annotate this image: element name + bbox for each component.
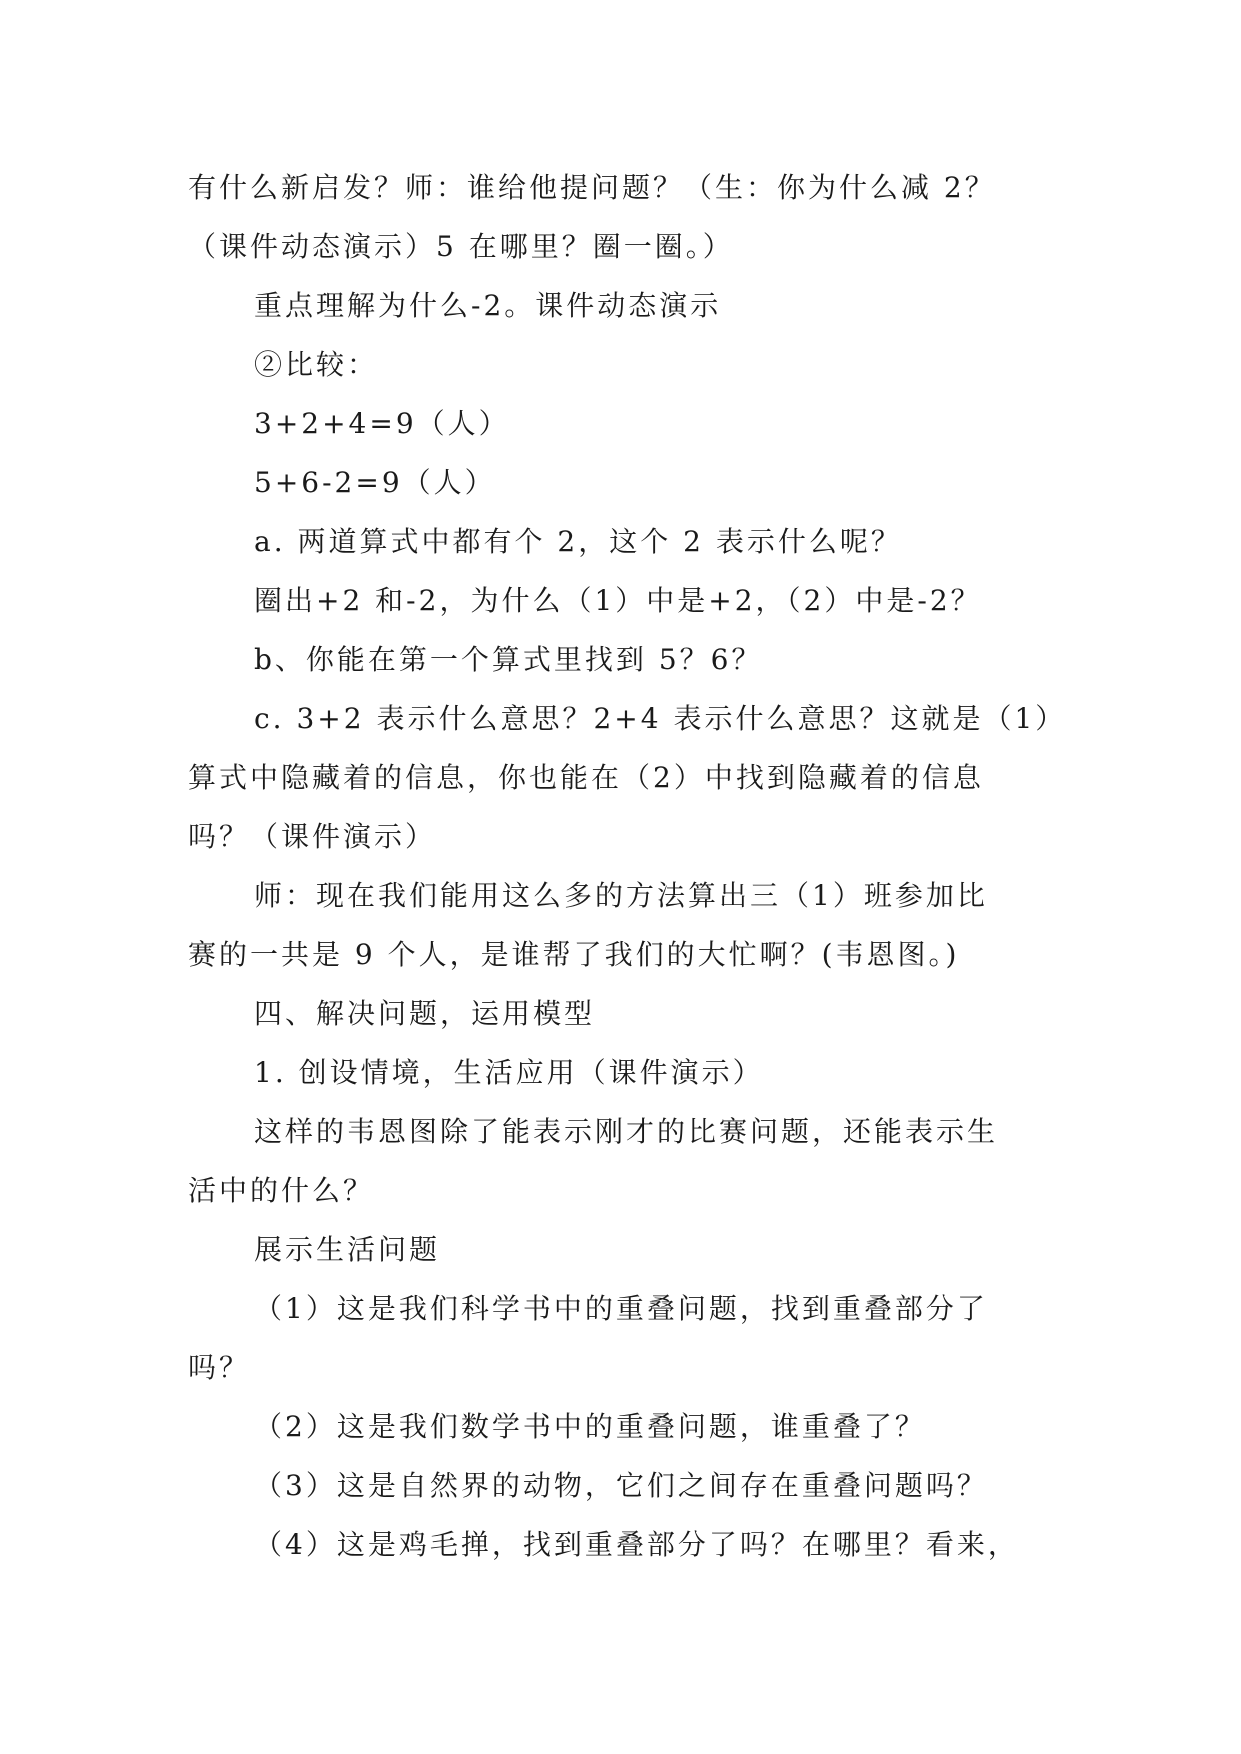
text-line: （1）这是我们科学书中的重叠问题，找到重叠部分了 [254, 1292, 988, 1325]
equation-line: 5+6-2=9（人） [254, 466, 496, 499]
text-line: c. 3+2 表示什么意思？2+4 表示什么意思？这就是（1） [254, 702, 1067, 735]
text-line: （课件动态演示）5 在哪里？圈一圈。） [188, 230, 734, 263]
text-line: 有什么新启发？师：谁给他提问题？（生：你为什么减 2？ [188, 171, 996, 204]
text-line: 吗？ [188, 1351, 251, 1384]
text-line: ②比较： [254, 348, 379, 381]
text-line: （3）这是自然界的动物，它们之间存在重叠问题吗？ [254, 1469, 988, 1502]
text-line: 圈出+2 和-2，为什么（1）中是+2，（2）中是-2？ [254, 584, 982, 617]
subsection-heading: 1. 创设情境，生活应用（课件演示） [254, 1056, 764, 1089]
text-line: 活中的什么？ [188, 1174, 375, 1207]
text-line: （2）这是我们数学书中的重叠问题，谁重叠了？ [254, 1410, 926, 1443]
equation-line: 3+2+4=9（人） [254, 407, 510, 440]
text-line: 这样的韦恩图除了能表示刚才的比赛问题，还能表示生 [254, 1115, 999, 1148]
text-line: a. 两道算式中都有个 2，这个 2 表示什么呢？ [254, 525, 902, 558]
section-heading: 四、解决问题，运用模型 [254, 997, 596, 1030]
text-line: 算式中隐藏着的信息，你也能在（2）中找到隐藏着的信息 [188, 761, 984, 794]
text-line: b、你能在第一个算式里找到 5？6？ [254, 643, 763, 676]
text-line: 赛的一共是 9 个人，是谁帮了我们的大忙啊？(韦恩图。) [188, 938, 960, 971]
text-line: 吗？（课件演示） [188, 820, 437, 853]
text-line: 师：现在我们能用这么多的方法算出三（1）班参加比 [254, 879, 988, 912]
text-line: （4）这是鸡毛掸，找到重叠部分了吗？在哪里？看来， [254, 1528, 1019, 1561]
text-line: 重点理解为什么-2。课件动态演示 [254, 289, 722, 322]
text-line: 展示生活问题 [254, 1233, 441, 1266]
document-body [188, 158, 1078, 1574]
